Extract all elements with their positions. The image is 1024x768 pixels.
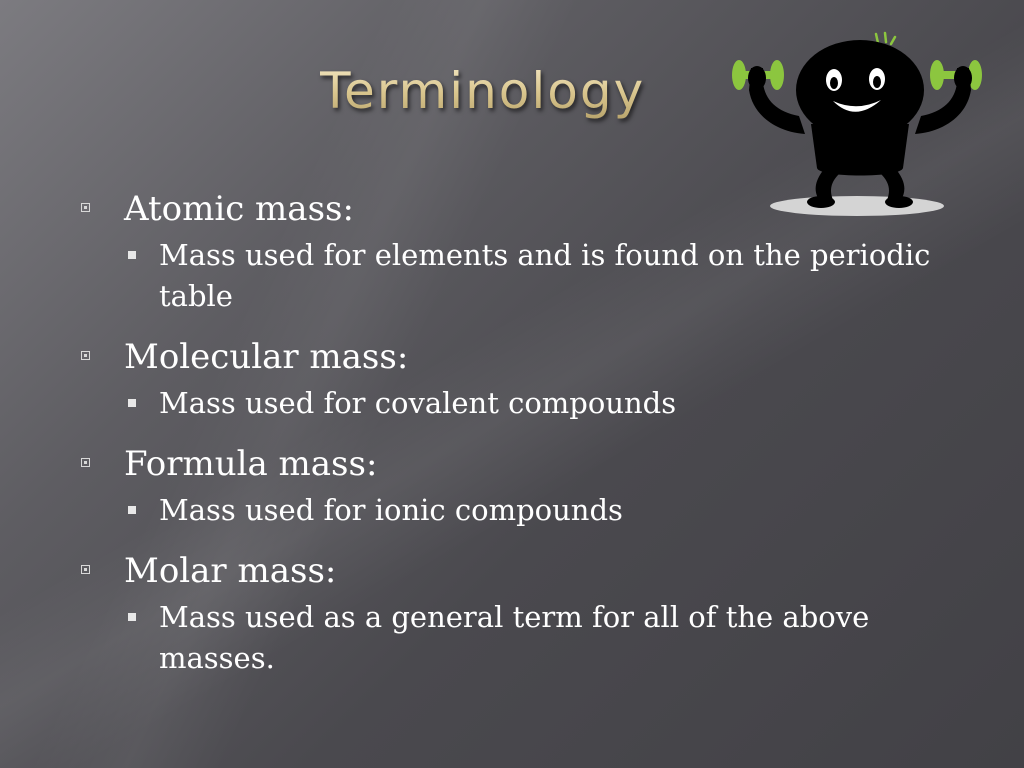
definition-atomic-mass: [128, 235, 949, 317]
filled-square-bullet-icon: [128, 506, 136, 514]
term-molecular-mass: [78, 333, 978, 381]
term-molar-mass: [78, 547, 978, 595]
term-list: [78, 185, 978, 695]
filled-square-bullet-icon: [128, 613, 136, 621]
square-bullet-icon: [81, 203, 90, 212]
definition-text: Mass used as a general term for all of the above masses.: [159, 600, 870, 675]
square-bullet-icon: [81, 458, 90, 467]
definition-text: Mass used for ionic compounds: [159, 493, 623, 527]
term-label: Molecular mass:: [124, 337, 409, 377]
definition-molecular-mass: [128, 383, 949, 424]
term-atomic-mass: [78, 185, 978, 233]
definition-formula-mass: [128, 490, 949, 531]
term-label: Molar mass:: [124, 551, 337, 591]
square-bullet-icon: [81, 351, 90, 360]
slide-title: Terminology: [320, 62, 646, 120]
definition-text: Mass used for covalent compounds: [159, 386, 677, 420]
filled-square-bullet-icon: [128, 251, 136, 259]
definition-molar-mass: [128, 597, 949, 679]
filled-square-bullet-icon: [128, 399, 136, 407]
definition-text: Mass used for elements and is found on the periodic table: [159, 238, 931, 313]
term-label: Formula mass:: [124, 444, 378, 484]
term-formula-mass: [78, 440, 978, 488]
square-bullet-icon: [81, 565, 90, 574]
term-label: Atomic mass:: [124, 189, 354, 229]
